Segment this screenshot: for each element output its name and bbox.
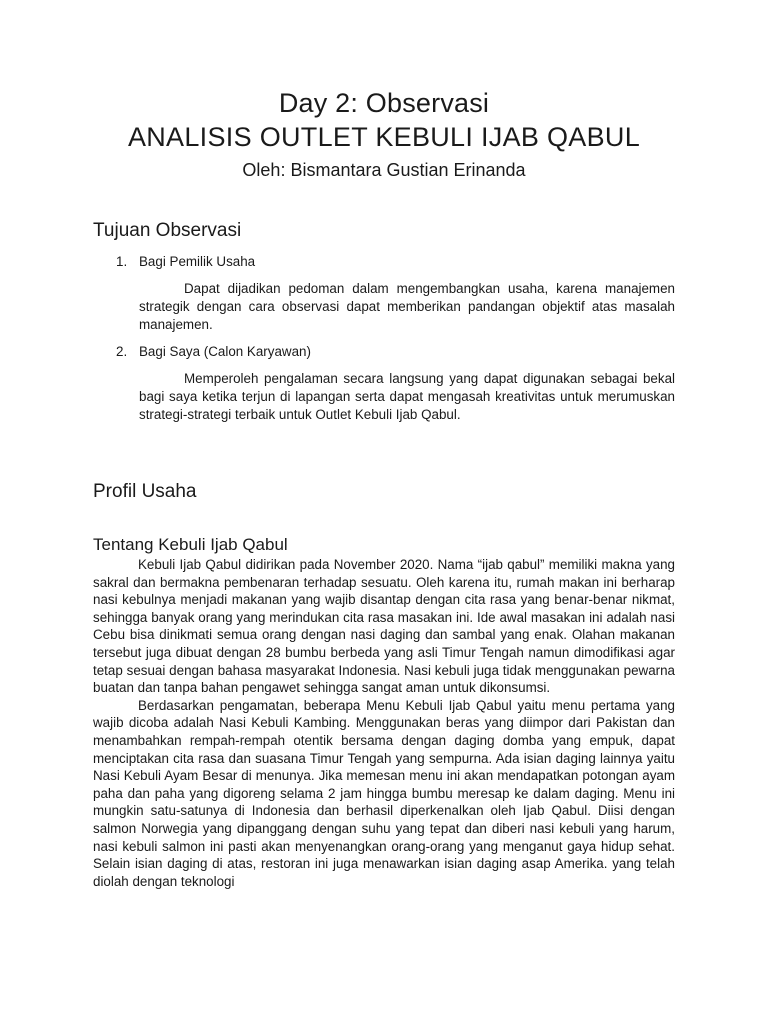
list-item <box>93 343 675 424</box>
paragraph: Berdasarkan pengamatan, beberapa Menu Kebuli Ijab Qabul yaitu menu pertama yang wajib dicoba adalah Nasi Kebuli Kambing. Menggunakan beras yang diimpor dari Pakistan dan menambahkan rempah-rempah otentik bersama dengan daging domba yang empuk, dapat menciptakan cita rasa dan suasana Timur Tengah yang sempurna. Ada isian daging lainnya yaitu Nasi Kebuli Ayam Besar di menunya. Jika memesan menu ini akan mendapatkan potongan ayam paha dan paha yang digoreng selama 2 jam hingga bumbu meresap ke dalam daging. Menu ini mungkin satu-satunya di Indonesia dan berhasil diperkenalkan oleh Ijab Qabul. Diisi dengan salmon Norwegia yang dipanggang dengan suhu yang tepat dan diberi nasi kebuli yang harum, nasi kebuli salmon ini pasti akan menyenangkan orang-orang yang menganut gaya hidup sehat. Selain isian daging di atas, restoran ini juga menawarkan isian daging asap Amerika. yang telah diolah dengan teknologi <box>93 697 675 889</box>
list-item-number: 1. <box>116 254 128 269</box>
section-heading-tujuan: Tujuan Observasi <box>93 220 242 241</box>
paragraph: Kebuli Ijab Qabul didirikan pada November 2020. Nama “ijab qabul” memiliki makna yang sakral dan bermakna pembenaran terhadap sesuatu. Oleh karena itu, rumah makan ini berharap nasi kebulnya menjadi makanan yang wajib disantap dengan cita rasa yang benar-benar nikmat, sehingga banyak orang yang merindukan cita rasa masakan ini. Ide awal masakan ini adalah nasi Cebu bisa dinikmati semua orang dengan nasi daging dan sambal yang enak. Olahan makanan tersebut juga dibuat dengan 28 bumbu berbeda yang asli Timur Tengah namun dimodifikasi agar tetap sesuai dengan bahasa masyarakat Indonesia. Nasi kebuli juga tidak menggunakan pewarna buatan dan tanpa bahan pengawet sehingga sangat aman untuk dikonsumsi. <box>93 557 675 696</box>
list-item-text: Memperoleh pengalaman secara langsung yang dapat digunakan sebagai bekal bagi saya ketika terjun di lapangan serta dapat mengasah kreativitas untuk merumuskan strategi-strategi terbaik untuk Outlet Kebuli Ijab Qabul. <box>139 371 675 422</box>
list-item <box>93 253 675 334</box>
list-item-label: Bagi Saya (Calon Karyawan) <box>139 344 311 359</box>
list-item-number: 2. <box>116 344 128 359</box>
title-block <box>93 0 675 182</box>
section-heading-profil: Profil Usaha <box>93 481 197 502</box>
document-author: Oleh: Bismantara Gustian Erinanda <box>242 160 526 180</box>
goals-list <box>93 253 675 424</box>
subheading-tentang: Tentang Kebuli Ijab Qabul <box>93 535 288 554</box>
document-title-day: Day 2: Observasi <box>278 88 490 118</box>
list-item-label: Bagi Pemilik Usaha <box>139 254 256 269</box>
document-title-main: ANALISIS OUTLET KEBULI IJAB QABUL <box>127 122 641 152</box>
list-item-text: Dapat dijadikan pedoman dalam mengembangkan usaha, karena manajemen strategik dengan cara observasi dapat memberikan pandangan objektif atas masalah manajemen. <box>139 281 675 332</box>
